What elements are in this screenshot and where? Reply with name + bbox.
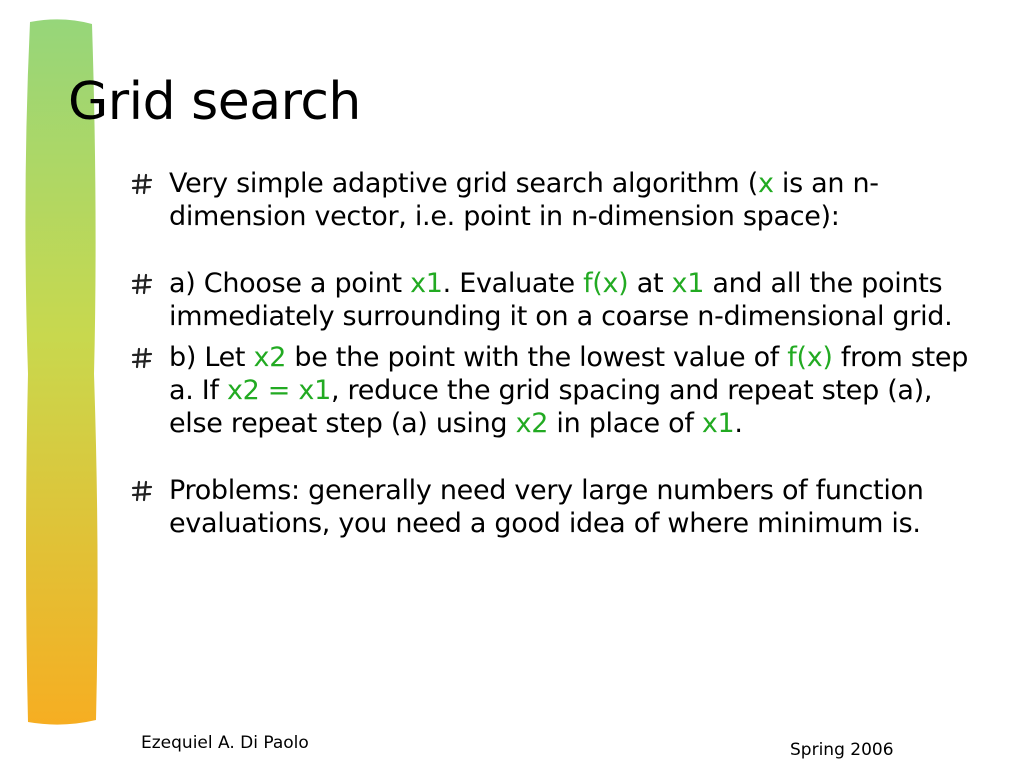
bullet-item-step-a — [131, 267, 993, 333]
text-segment: Problems: generally need very large numbers of function evaluations, you need a good idea of where minimum is. — [169, 475, 924, 539]
text-segment: from step a. If — [169, 342, 969, 406]
bullet-text — [169, 342, 968, 439]
bullet-item-algorithm — [131, 167, 993, 233]
bullet-list — [131, 167, 993, 540]
hash-bullet-icon — [131, 173, 153, 195]
math-variable-x1: x1 — [671, 268, 705, 299]
math-variable-x1: x1 — [701, 408, 735, 439]
footer-term: Spring 2006 — [790, 740, 894, 760]
math-variable-x2: x2 — [253, 342, 287, 373]
text-segment: Very simple adaptive grid search algorithm ( — [169, 168, 758, 199]
text-segment: b) Let — [169, 342, 254, 373]
math-function-fx: f(x) — [583, 268, 629, 299]
footer-author: Ezequiel A. Di Paolo — [141, 733, 309, 753]
bullet-text — [169, 475, 924, 539]
text-segment: be the point with the lowest value of — [286, 342, 788, 373]
hash-bullet-icon — [131, 480, 153, 502]
math-variable-x2: x2 — [515, 408, 549, 439]
text-segment: , reduce the grid spacing and repeat step (a), else repeat step (a) using — [169, 375, 933, 439]
math-function-fx: f(x) — [787, 342, 833, 373]
bullet-text — [169, 168, 879, 232]
text-segment: at — [628, 268, 672, 299]
math-variable-x: x — [757, 168, 774, 199]
bullet-item-step-b — [131, 341, 993, 440]
bullet-text — [169, 268, 952, 332]
text-segment: . — [734, 408, 743, 439]
hash-bullet-icon — [131, 273, 153, 295]
text-segment: in place of — [548, 408, 702, 439]
text-segment: and all the points immediately surrounding it on a coarse n-dimensional grid. — [169, 268, 953, 332]
math-equation-x2-equals-x1: x2 = x1 — [226, 375, 331, 406]
text-segment: is an n-dimension vector, i.e. point in n-dimension space): — [169, 168, 879, 232]
slide-title: Grid search — [68, 72, 361, 132]
bullet-item-problems — [131, 474, 993, 540]
math-variable-x1: x1 — [410, 268, 443, 299]
text-segment: a) Choose a point — [169, 268, 411, 299]
text-segment: . Evaluate — [442, 268, 584, 299]
hash-bullet-icon — [131, 347, 153, 369]
